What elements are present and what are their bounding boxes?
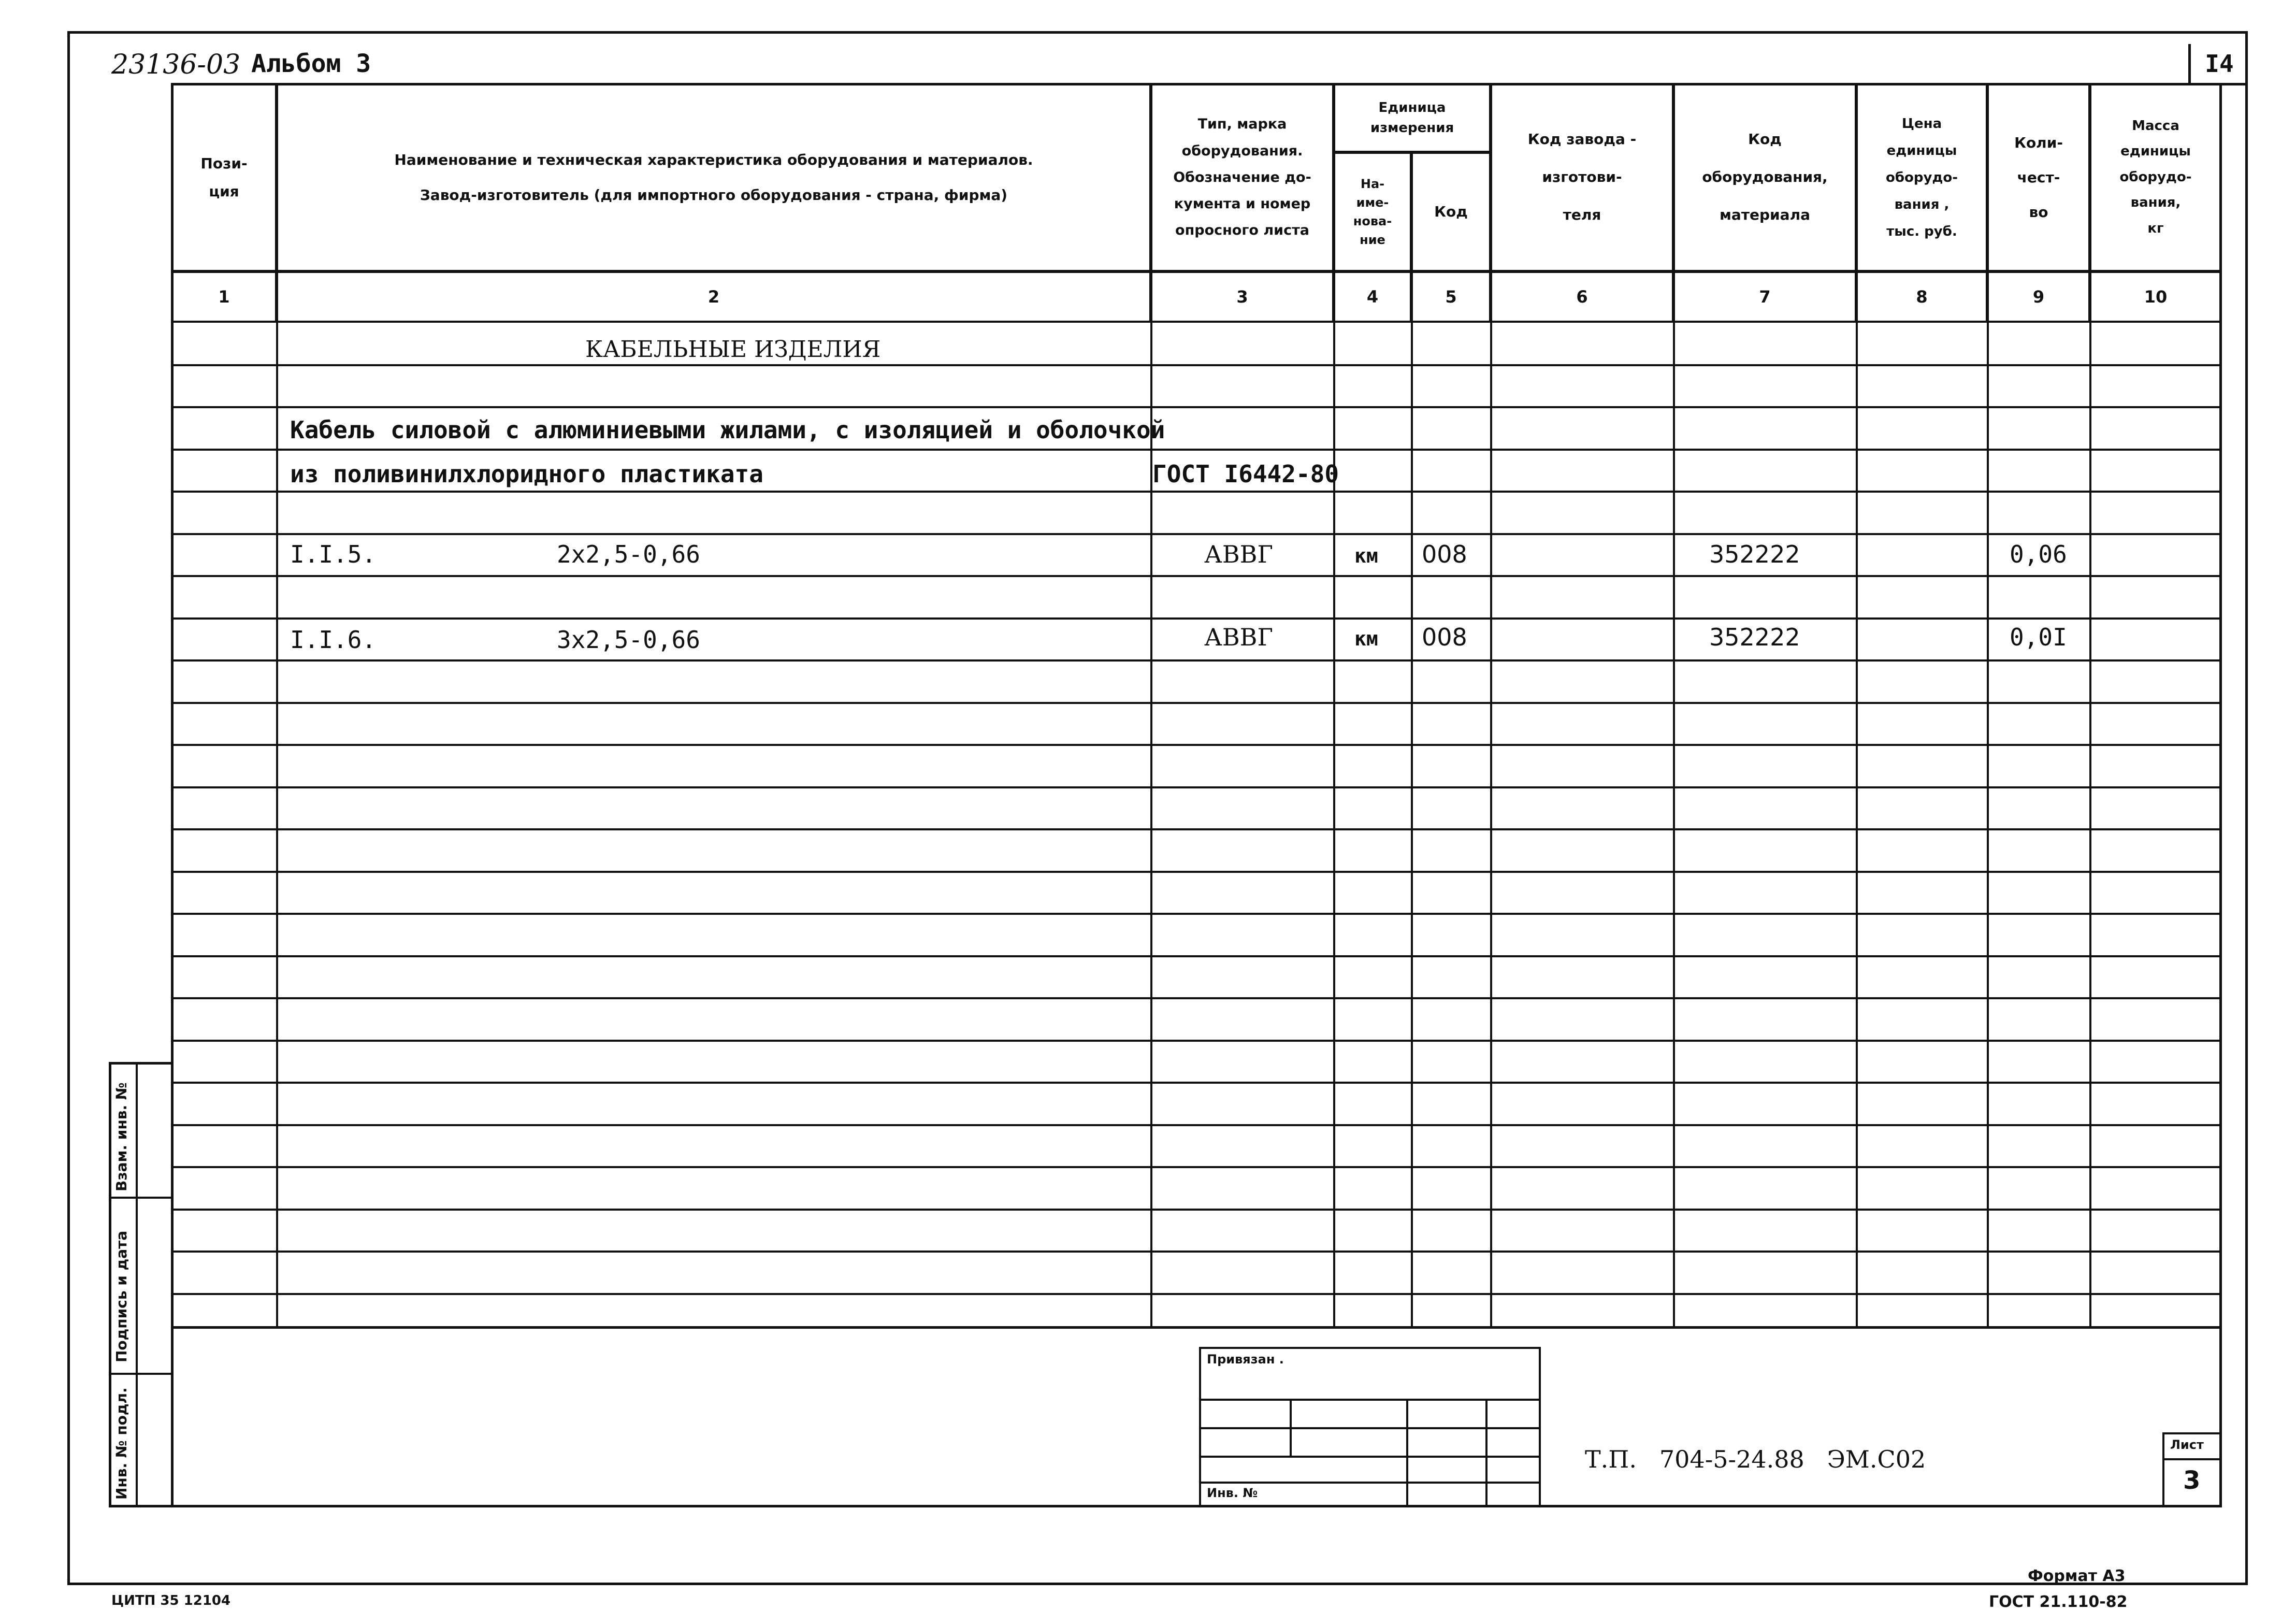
grid-row-line [171, 744, 2222, 746]
grid-row-line [171, 828, 2222, 830]
top-page-number: I4 [2188, 44, 2248, 85]
grid-row-line [171, 913, 2222, 915]
col-number-10: 10 [2089, 271, 2222, 323]
header-mass: Масса единицы оборудо- вания, кг [2089, 83, 2222, 272]
col-number-6: 6 [1490, 271, 1674, 323]
item-unit: км [1354, 544, 1378, 567]
description-line-1: Кабель силовой с алюминиевыми жилами, с изоляцией и оболочкой [290, 416, 1165, 444]
item-position: I.I.6. [290, 626, 377, 654]
side-stamp-divider [109, 1373, 174, 1375]
header-unit-name: На- име- нова- ние [1333, 152, 1412, 272]
header-name: Наименование и техническая характеристика оборудования и материалов. Завод-изготовитель (для импортного оборудования - страна, фирма) [276, 83, 1151, 272]
stamp-line [1199, 1399, 1541, 1401]
col-number-3: 3 [1150, 271, 1334, 323]
grid-column-line [1673, 322, 1675, 1326]
header-factory-code: Код завода - изготови- теля [1490, 83, 1674, 272]
grid-column-line [1856, 322, 1858, 1326]
stamp-sheet-number: 3 [2183, 1466, 2201, 1495]
col-number-5: 5 [1411, 271, 1491, 323]
grid-row-line [171, 1209, 2222, 1211]
grid-row-line [171, 364, 2222, 366]
item-type: АВВГ [1204, 623, 1273, 651]
grid-column-line [276, 322, 278, 1326]
grid-row-line [171, 575, 2222, 577]
item-size: 2х2,5-0,66 [557, 540, 700, 568]
side-stamp-inv-replace: Взам. инв. № [113, 1082, 130, 1191]
grid-row-line [171, 406, 2222, 408]
grid-row-line [171, 1082, 2222, 1084]
grid-row-line [171, 702, 2222, 704]
doc-code: 23136-03 [111, 49, 241, 80]
item-unit-code: 008 [1422, 623, 1467, 651]
col-number-9: 9 [1987, 271, 2090, 323]
stamp-bound-label: Привязан . [1207, 1352, 1284, 1367]
stamp-line [1199, 1456, 1541, 1458]
footer-org: ЦИТП 35 12104 [111, 1593, 231, 1608]
stamp-line [1199, 1482, 1541, 1484]
grid-column-line [1490, 322, 1492, 1326]
footer-format: Формат А3 [2028, 1567, 2126, 1585]
item-equip-code: 352222 [1709, 540, 1800, 568]
grid-column-line [2089, 322, 2091, 1326]
col-number-1: 1 [171, 271, 277, 323]
stamp-line [1485, 1399, 1488, 1507]
grid-row-line [171, 1166, 2222, 1168]
grid-row-line [171, 786, 2222, 788]
col-number-7: 7 [1673, 271, 1857, 323]
item-unit-code: 008 [1422, 540, 1467, 568]
grid-row-line [171, 871, 2222, 873]
item-qty: 0,06 [2010, 540, 2067, 568]
stamp-line [2162, 1458, 2222, 1460]
grid-row-line [171, 449, 2222, 451]
stamp-inv-label: Инв. № [1207, 1486, 1258, 1500]
item-type: АВВГ [1204, 540, 1273, 568]
header-qty: Коли- чест- во [1987, 83, 2090, 272]
col-number-8: 8 [1856, 271, 1988, 323]
grid-column-line [1411, 322, 1413, 1326]
section-title: КАБЕЛЬНЫЕ ИЗДЕЛИЯ [585, 336, 881, 363]
grid-row-line [171, 955, 2222, 957]
side-stamp-divider [109, 1197, 174, 1199]
grid-row-line [171, 491, 2222, 493]
side-stamp-divider [136, 1062, 138, 1507]
grid-bottom-line [171, 1326, 2222, 1329]
description-line-2: из поливинилхлоридного пластиката [290, 460, 763, 488]
album-label: Альбом 3 [251, 49, 371, 78]
grid-row-line [171, 533, 2222, 535]
item-unit: км [1354, 627, 1378, 650]
grid-row-line [171, 659, 2222, 662]
grid-row-line [171, 1124, 2222, 1126]
item-size: 3х2,5-0,66 [557, 626, 700, 654]
grid-row-line [171, 617, 2222, 620]
stamp-sheet-label: Лист [2170, 1438, 2204, 1452]
grid-row-line [171, 1293, 2222, 1295]
grid-row-line [171, 997, 2222, 999]
stamp-line [1199, 1427, 1541, 1429]
grid-column-line [1987, 322, 1989, 1326]
header-equip-code: Код оборудования, материала [1673, 83, 1857, 272]
stamp-line [1406, 1399, 1408, 1507]
col-number-4: 4 [1333, 271, 1412, 323]
header-unit-code: Код [1411, 152, 1491, 272]
side-stamp-inv-orig: Инв. № подл. [113, 1387, 130, 1500]
grid-row-line [171, 1040, 2222, 1042]
stamp-designation: Т.П. 704-5-24.88 ЭМ.С02 [1585, 1445, 1926, 1473]
footer-gost: ГОСТ 21.110-82 [1989, 1593, 2128, 1611]
description-gost: ГОСТ I6442-80 [1152, 460, 1339, 488]
stamp-line [1290, 1399, 1292, 1456]
item-equip-code: 352222 [1709, 623, 1800, 651]
side-stamp-sign-date: Подпись и дата [113, 1230, 130, 1362]
header-position: Пози- ция [171, 83, 277, 272]
grid-row-line [171, 1251, 2222, 1253]
col-number-2: 2 [276, 271, 1151, 323]
item-qty: 0,0I [2010, 623, 2067, 651]
item-position: I.I.5. [290, 540, 377, 568]
header-type: Тип, марка оборудования. Обозначение до- кумента и номер опросного листа [1150, 83, 1334, 272]
header-price: Цена единицы оборудо- вания , тыс. руб. [1856, 83, 1988, 272]
header-unit-group: Единица измерения [1333, 83, 1491, 153]
